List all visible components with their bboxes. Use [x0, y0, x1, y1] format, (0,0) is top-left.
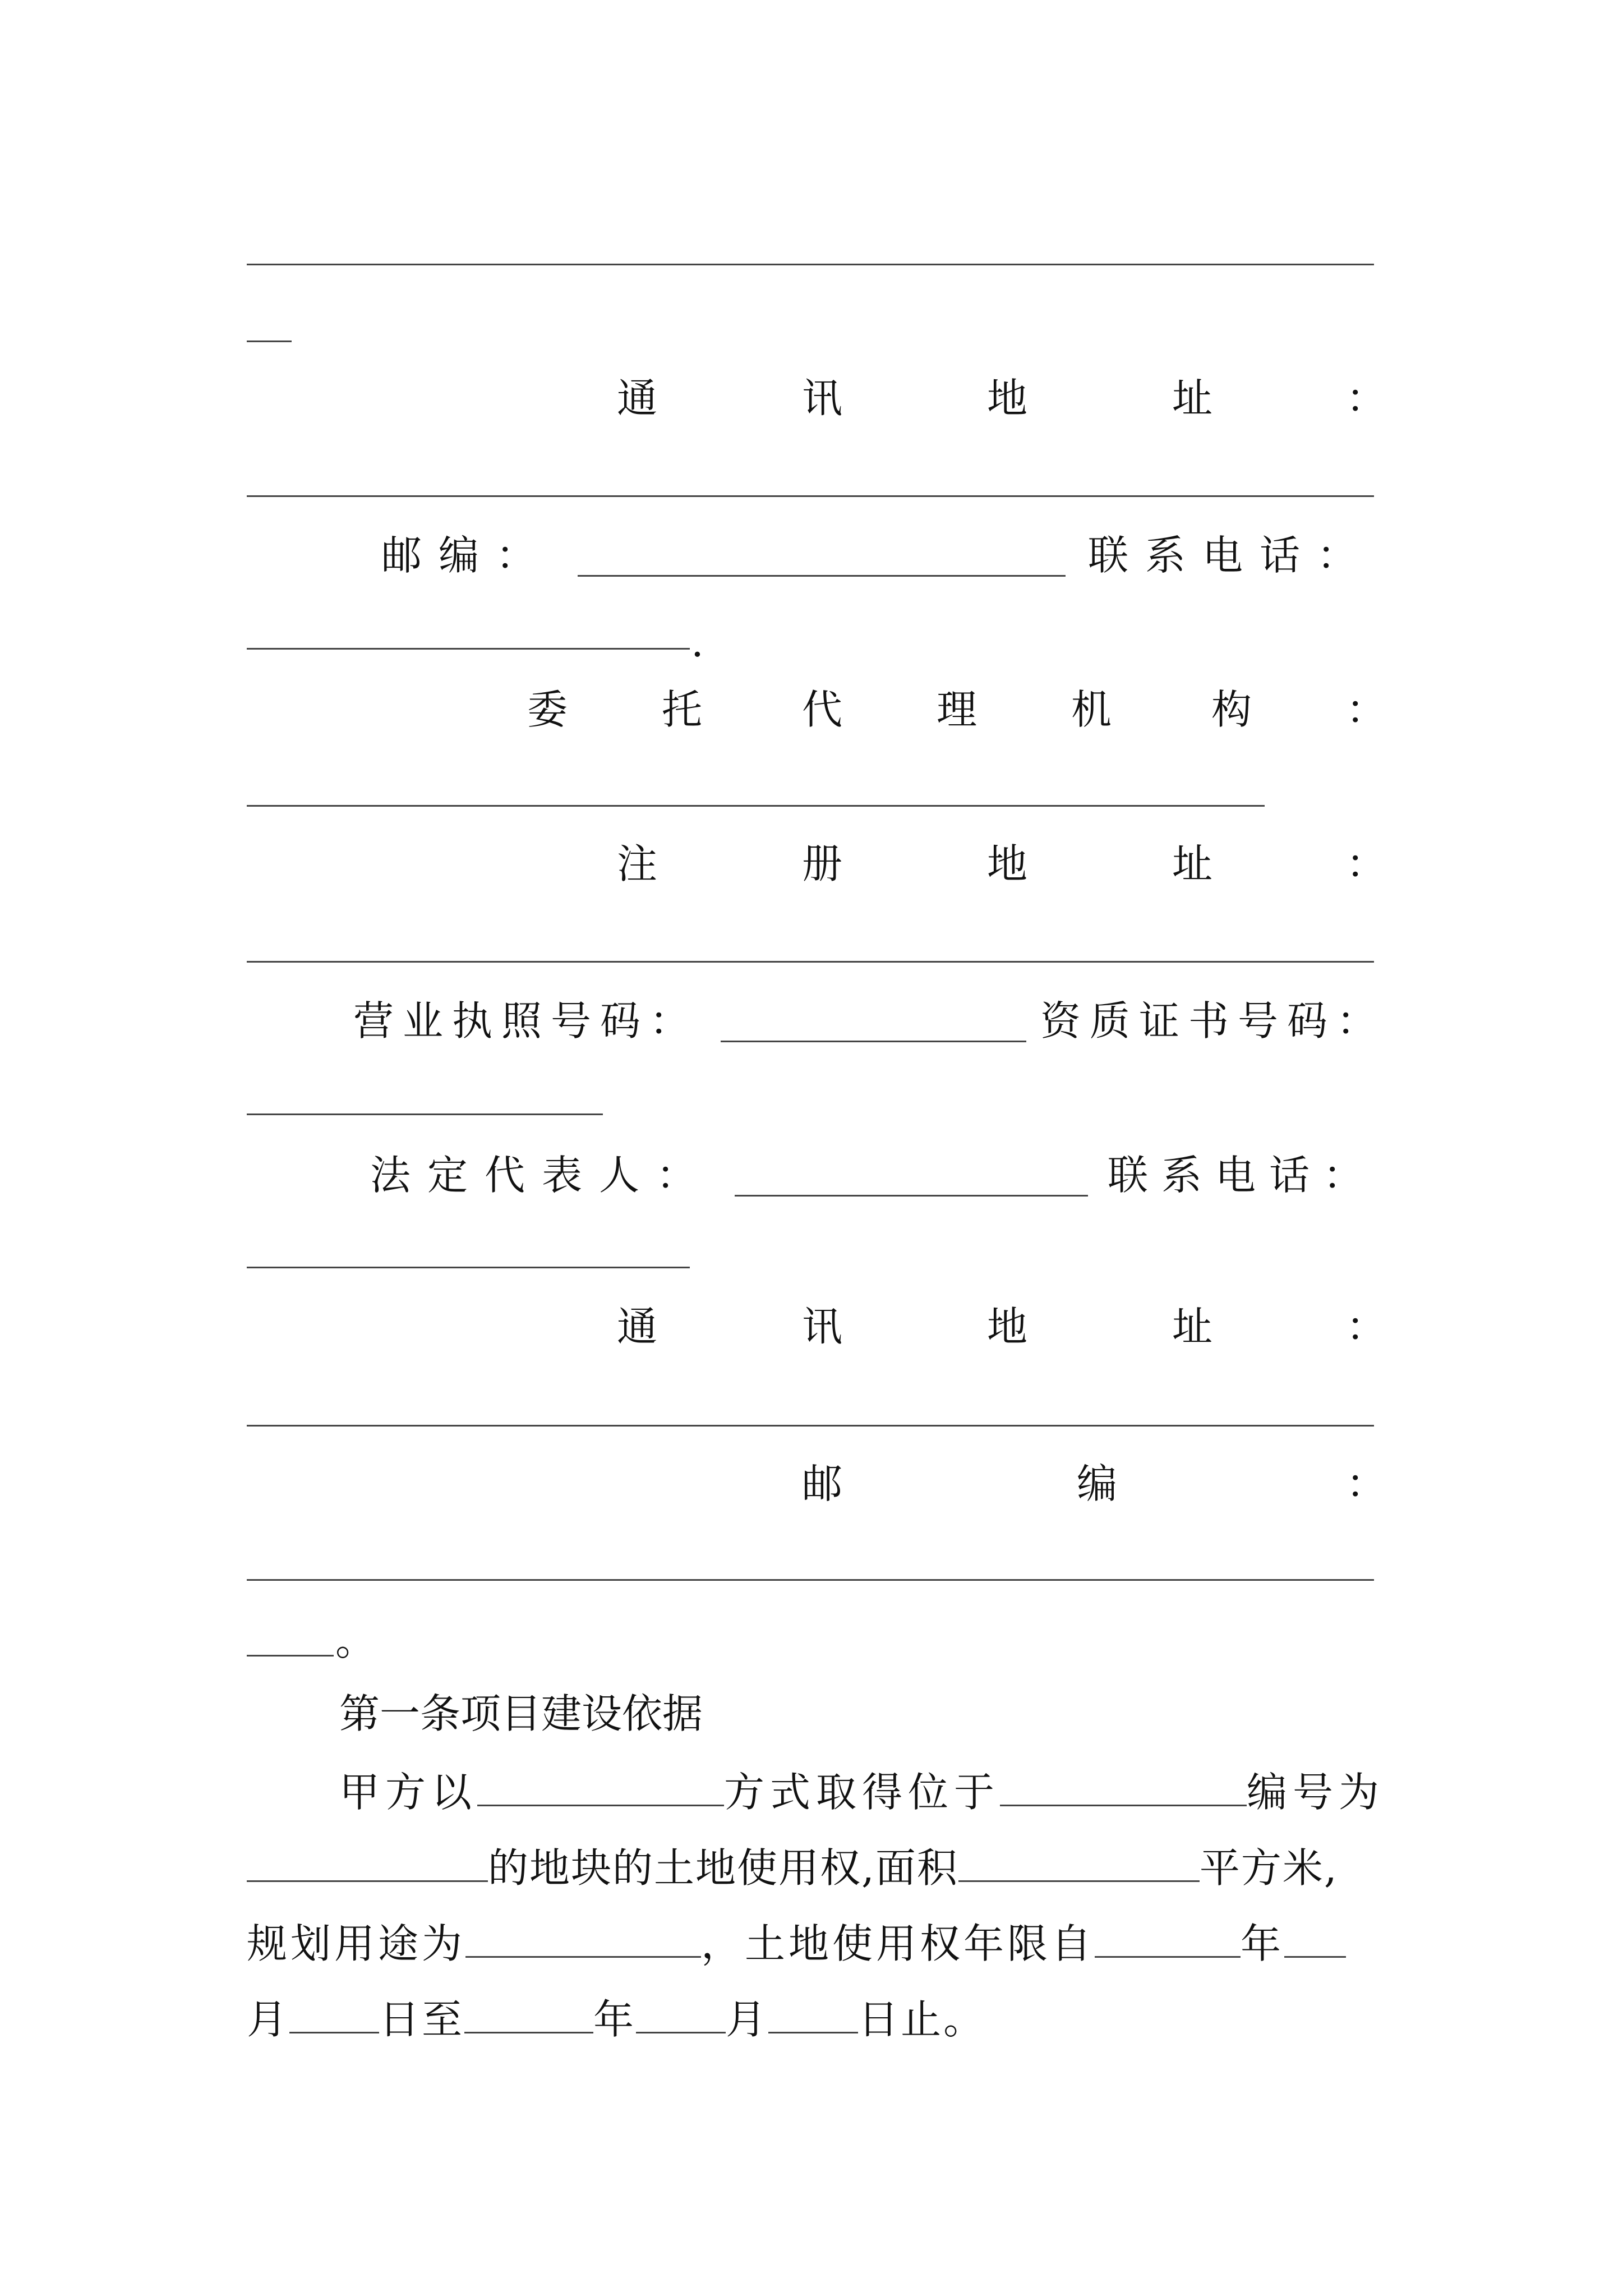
article1-line1 — [339, 1761, 1385, 1823]
agency-postcode-fill-line[interactable] — [247, 1579, 1374, 1581]
article1-text: 日至 — [379, 1996, 465, 2043]
label-char: 址 — [1172, 375, 1213, 422]
article1-text: 年 — [593, 1996, 637, 2043]
cert-fill-line[interactable] — [247, 1114, 603, 1115]
article1-line4 — [247, 1989, 986, 2050]
start-day-blank[interactable] — [289, 2021, 379, 2033]
label-char: 编 — [1077, 1460, 1118, 1507]
label-char: 地 — [987, 375, 1028, 422]
agency-phone-fill-line[interactable] — [247, 1267, 690, 1268]
phone-label: 联系电话： — [1088, 532, 1375, 579]
legal-rep-label: 法定代表人： — [370, 1152, 714, 1199]
article1-text: 的地块的土地使用权,面积 — [488, 1844, 958, 1892]
end-day-blank[interactable] — [768, 2021, 858, 2033]
agency-postcode-fill-line-end[interactable] — [247, 1655, 334, 1657]
agency-title-row — [247, 679, 1387, 740]
label-char: 代 — [802, 686, 843, 733]
license-label: 营业执照号码： — [353, 997, 699, 1045]
colon: ： — [1346, 840, 1387, 887]
label-char: 通 — [617, 375, 658, 422]
label-char: 址 — [1172, 1303, 1213, 1350]
label-char: 通 — [617, 1303, 658, 1350]
usage-blank[interactable] — [465, 1945, 701, 1958]
colon: ： — [1346, 1460, 1387, 1507]
article1-text: 平方米, — [1199, 1844, 1338, 1892]
fill-line — [247, 341, 292, 342]
label-char: 讯 — [802, 375, 843, 422]
article1-line3 — [247, 1913, 1346, 1975]
label-char: 册 — [802, 840, 843, 887]
label-char: 讯 — [802, 1303, 843, 1350]
phone-terminator: . — [691, 619, 704, 666]
article1-text: 月 — [726, 1996, 769, 2043]
article1-heading: 第一条项目建设依据 — [339, 1690, 703, 1737]
address-fill-line[interactable] — [247, 495, 1374, 497]
label-char: 注 — [617, 840, 658, 887]
parcel-number-blank[interactable] — [247, 1869, 488, 1882]
license-fill-line[interactable] — [721, 1041, 1026, 1042]
phone-fill-line[interactable] — [247, 648, 690, 650]
article1-text: 日止。 — [858, 1996, 986, 2043]
method-blank[interactable] — [477, 1793, 724, 1806]
label-char: 邮 — [802, 1460, 843, 1507]
article1-line2 — [247, 1837, 1338, 1899]
label-char: 地 — [987, 1303, 1028, 1350]
article1-text: 规划用途为 — [247, 1920, 466, 1967]
article1-text: 月 — [247, 1996, 290, 2043]
reg-address-fill-line[interactable] — [247, 961, 1374, 963]
label-char: 址 — [1172, 840, 1213, 887]
agency-fill-line[interactable] — [247, 805, 1265, 807]
colon: ： — [1346, 686, 1387, 733]
colon: ： — [1346, 1303, 1387, 1350]
label-char: 委 — [527, 686, 568, 733]
article1-text: 甲方以 — [339, 1769, 478, 1816]
agency-address-label-row — [247, 1296, 1387, 1358]
label-char: 构 — [1211, 686, 1252, 733]
start-year-blank[interactable] — [1095, 1945, 1241, 1958]
agency-address-fill-line[interactable] — [247, 1425, 1374, 1427]
fill-line — [247, 264, 1374, 265]
article1-text: 方式取得位于 — [724, 1769, 1000, 1816]
label-char: 理 — [937, 686, 978, 733]
end-mark: 。 — [335, 1617, 376, 1664]
reg-address-label-row — [247, 833, 1387, 895]
address-label-row — [247, 367, 1387, 429]
start-month-blank[interactable] — [1284, 1945, 1346, 1958]
postcode-label: 邮编： — [381, 532, 554, 579]
legal-rep-fill-line[interactable] — [735, 1195, 1088, 1197]
end-year-blank[interactable] — [464, 2021, 593, 2033]
end-month-blank[interactable] — [636, 2021, 726, 2033]
postcode-fill-line[interactable] — [578, 575, 1066, 577]
agency-postcode-label-row — [247, 1453, 1387, 1515]
article1-text: 年 — [1241, 1920, 1285, 1967]
article1-text: 编号为 — [1247, 1769, 1385, 1816]
cert-label: 资质证书号码： — [1040, 997, 1386, 1045]
label-char: 机 — [1071, 686, 1112, 733]
agency-phone-label: 联系电话： — [1108, 1152, 1377, 1199]
label-char: 托 — [662, 686, 703, 733]
area-blank[interactable] — [958, 1869, 1200, 1882]
article1-text: ，土地使用权年限自 — [701, 1920, 1095, 1967]
label-char: 地 — [987, 840, 1028, 887]
colon: ： — [1346, 375, 1387, 422]
location-blank[interactable] — [1000, 1793, 1247, 1806]
